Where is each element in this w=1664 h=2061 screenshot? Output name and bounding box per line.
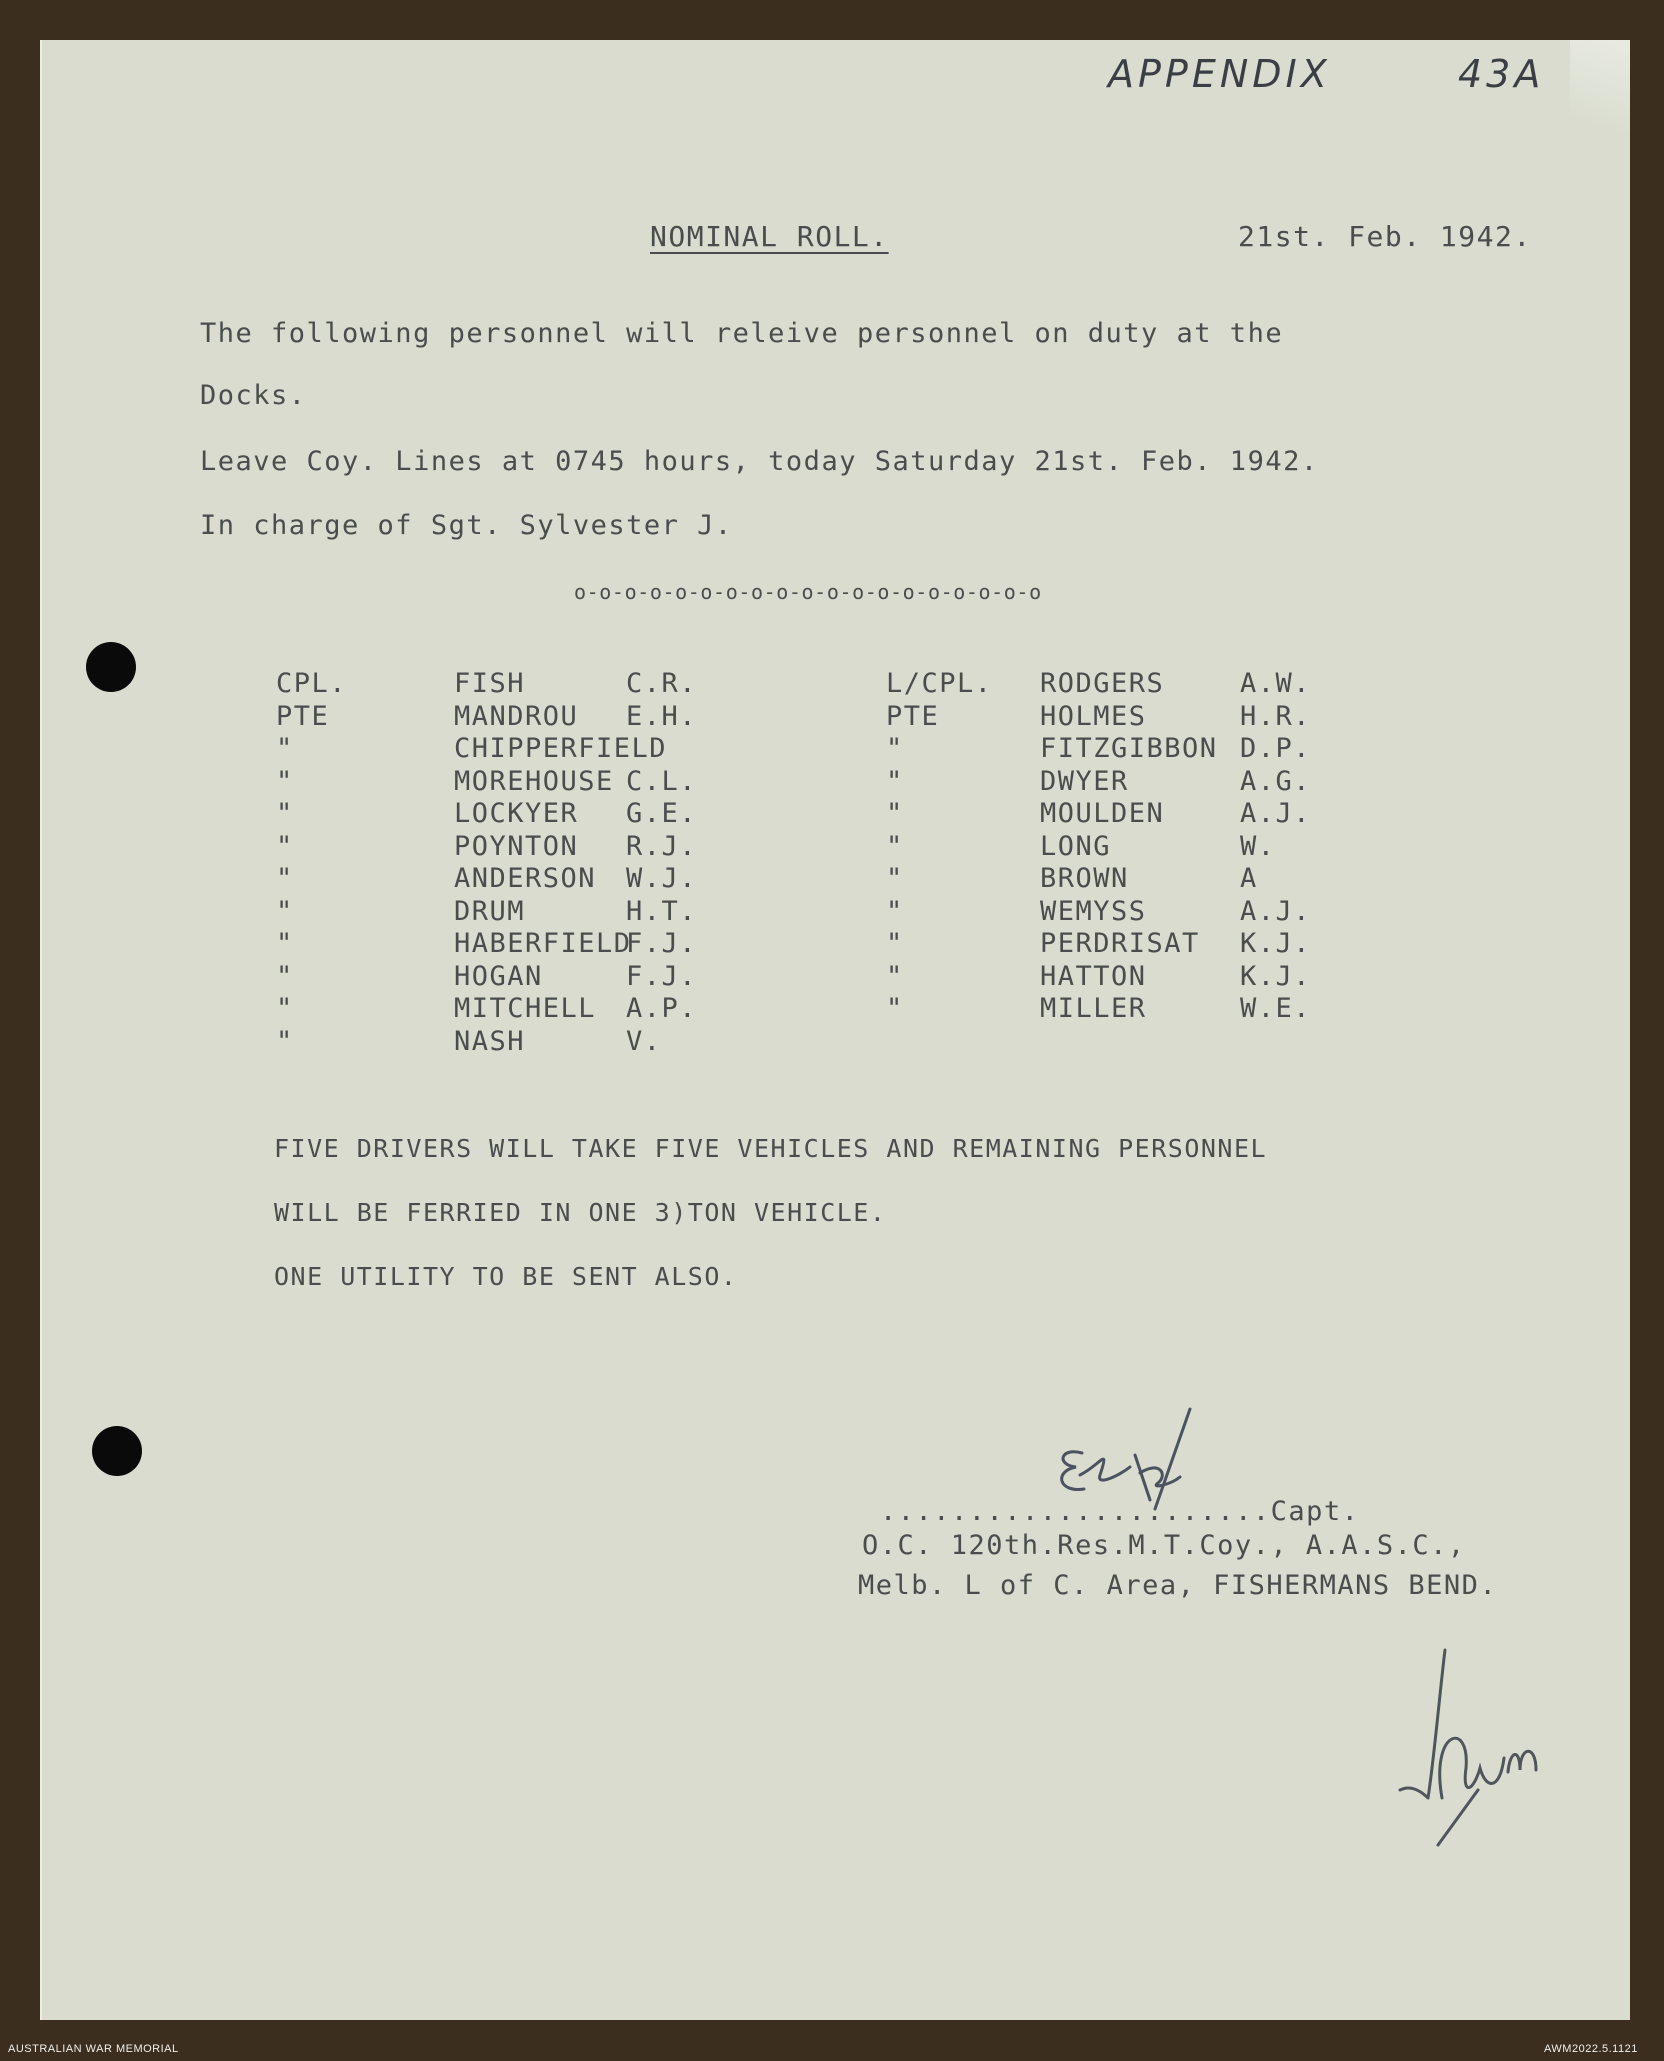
signature-line-2: Melb. L of C. Area, FISHERMANS BEND. (858, 1570, 1498, 1601)
roster-rank: " (276, 733, 294, 764)
roster-initials: W. (1240, 830, 1276, 862)
roster-rank: PTE (276, 700, 330, 732)
roster-initials: V. (626, 1025, 662, 1057)
roster-surname: LONG (1040, 830, 1112, 862)
intro-line-2: Docks. (200, 380, 307, 411)
roster-surname: LOCKYER (454, 798, 579, 829)
roster-surname: POYNTON (454, 830, 579, 862)
instruction-line-1: FIVE DRIVERS WILL TAKE FIVE VEHICLES AND REMAINING PERSONNEL (274, 1134, 1268, 1163)
roster-surname: MITCHELL (454, 993, 597, 1024)
paper-corner (1570, 40, 1630, 160)
roster-rank: " (276, 928, 294, 959)
roster-initials: W.E. (1240, 993, 1312, 1024)
roster-surname: FISH (454, 668, 526, 699)
punch-hole-bottom (92, 1426, 142, 1476)
footer-reference: AWM2022.5.1121 (1544, 2043, 1638, 2055)
roster-surname: PERDRISAT (1040, 928, 1200, 959)
signature-line-1: O.C. 120th.Res.M.T.Coy., A.A.S.C., (862, 1530, 1466, 1561)
roster-surname: NASH (454, 1025, 526, 1057)
roster-surname: HOLMES (1040, 700, 1147, 732)
roster-initials: F.J. (626, 960, 698, 992)
roster-initials: C.R. (626, 668, 698, 699)
separator-line: o-o-o-o-o-o-o-o-o-o-o-o-o-o-o-o-o-o-o (574, 580, 1042, 604)
roster-rank: " (276, 993, 294, 1024)
roster-rank: " (886, 895, 904, 927)
roster-rank: " (276, 798, 294, 829)
roster-initials: A.G. (1240, 765, 1312, 797)
instruction-line-2: WILL BE FERRIED IN ONE 3)TON VEHICLE. (274, 1198, 887, 1227)
roster-rank: " (886, 928, 904, 959)
roster-initials: A.J. (1240, 798, 1312, 829)
roster-rank: " (886, 798, 904, 829)
roster-surname: MILLER (1040, 993, 1147, 1024)
roster-initials: D.P. (1240, 733, 1312, 764)
roster-surname: HABERFIELD (454, 928, 632, 959)
roster-rank: " (886, 993, 904, 1024)
intro-line-1: The following personnel will releive personnel on duty at the (200, 318, 1284, 349)
intro-line-3: Leave Coy. Lines at 0745 hours, today Saturday 21st. Feb. 1942. (200, 446, 1319, 477)
roster-surname: CHIPPERFIELD (454, 733, 668, 764)
signature-dots-line: ......................Capt. (880, 1496, 1360, 1527)
roster-rank: CPL. (276, 668, 348, 699)
document-date: 21st. Feb. 1942. (1238, 220, 1532, 253)
roster-rank: " (886, 863, 904, 894)
intro-line-4: In charge of Sgt. Sylvester J. (200, 510, 733, 541)
roster-rank: " (886, 960, 904, 992)
roster-initials: A.P. (626, 993, 698, 1024)
roster-surname: MANDROU (454, 700, 579, 732)
roster-rank: " (886, 830, 904, 862)
roster-initials: K.J. (1240, 928, 1312, 959)
roster-surname: FITZGIBBON (1040, 733, 1218, 764)
roster-initials: G.E. (626, 798, 698, 829)
roster-rank: " (276, 765, 294, 797)
roster-surname: HOGAN (454, 960, 543, 992)
appendix-number: 43A (1458, 52, 1545, 96)
roster-surname: BROWN (1040, 863, 1129, 894)
roster-surname: DWYER (1040, 765, 1129, 797)
roster-rank: " (276, 830, 294, 862)
roster-rank: " (886, 765, 904, 797)
footer-institution: AUSTRALIAN WAR MEMORIAL (8, 2043, 179, 2055)
roster-initials: C.L. (626, 765, 698, 797)
roster-surname: RODGERS (1040, 668, 1165, 699)
roster-initials: E.H. (626, 700, 698, 732)
roster-initials: A.J. (1240, 895, 1312, 927)
roster-surname: ANDERSON (454, 863, 597, 894)
instruction-line-3: ONE UTILITY TO BE SENT ALSO. (274, 1262, 738, 1291)
roster-initials: R.J. (626, 830, 698, 862)
roster-rank: " (886, 733, 904, 764)
roster-initials: A.W. (1240, 668, 1312, 699)
roster-rank: PTE (886, 700, 940, 732)
roster-initials: W.J. (626, 863, 698, 894)
roster-initials: H.R. (1240, 700, 1312, 732)
roster-initials: A (1240, 863, 1258, 894)
roster-surname: DRUM (454, 895, 526, 927)
roster-surname: HATTON (1040, 960, 1147, 992)
handwritten-initials (1370, 1640, 1570, 1850)
roster-rank: " (276, 960, 294, 992)
punch-hole-top (86, 642, 136, 692)
roster-surname: MOREHOUSE (454, 765, 614, 797)
roster-surname: WEMYSS (1040, 895, 1147, 927)
roster-rank: " (276, 895, 294, 927)
roster-initials: F.J. (626, 928, 698, 959)
appendix-label: APPENDIX (1108, 52, 1331, 96)
roster-initials: K.J. (1240, 960, 1312, 992)
roster-rank: L/CPL. (886, 668, 993, 699)
roster-initials: H.T. (626, 895, 698, 927)
page-title: NOMINAL ROLL. (650, 220, 889, 253)
roster-surname: MOULDEN (1040, 798, 1165, 829)
roster-rank: " (276, 1025, 294, 1057)
roster-rank: " (276, 863, 294, 894)
